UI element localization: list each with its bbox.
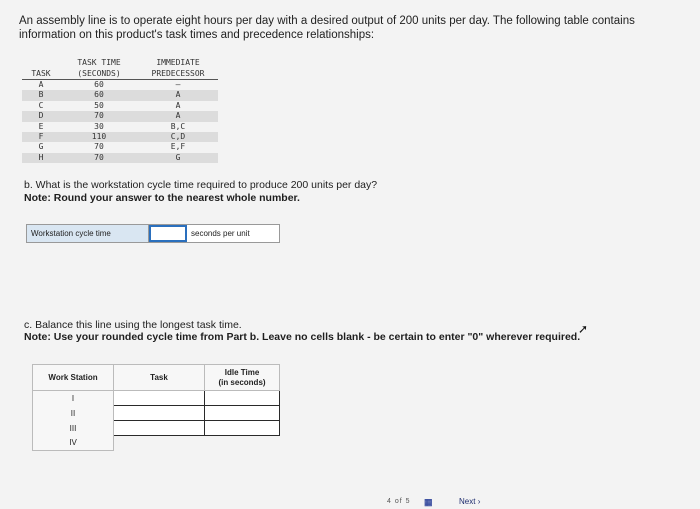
- table-row: [33, 436, 280, 451]
- time-cell: 60: [60, 90, 138, 100]
- cycle-time-input[interactable]: [149, 225, 187, 242]
- table-row: [22, 132, 218, 142]
- header-work-station: Work Station: [33, 365, 114, 391]
- table-row: [33, 406, 280, 421]
- task-cell: F: [22, 132, 60, 142]
- part-c-text: c. Balance this line using the longest task time.: [24, 319, 242, 331]
- task-cell: E: [38, 121, 44, 131]
- table-row: [33, 421, 280, 436]
- task-input-cell[interactable]: [114, 391, 205, 406]
- chevron-right-icon: ›: [477, 497, 481, 506]
- cycle-time-row: [26, 224, 280, 243]
- grid-icon[interactable]: ▦: [424, 497, 433, 507]
- time-cell: 70: [60, 153, 138, 163]
- table-row: [22, 90, 218, 100]
- pred-cell: A: [138, 90, 218, 100]
- station-label: IV: [33, 436, 114, 451]
- pred-cell: E,F: [170, 142, 186, 152]
- table-row: [22, 142, 218, 152]
- header-predecessor: IMMEDIATE PREDECESSOR: [138, 57, 218, 80]
- time-cell: 60: [94, 80, 104, 89]
- time-cell: 70: [60, 111, 138, 121]
- part-b-question: [24, 179, 377, 205]
- task-precedence-table: [22, 57, 218, 163]
- table-row: [22, 111, 218, 121]
- time-cell: 30: [94, 121, 104, 131]
- footer-bar: [0, 487, 700, 509]
- header-idle-time: Idle Time (in seconds): [205, 365, 280, 391]
- page-indicator: 4 of 5: [387, 498, 411, 505]
- table-row: [22, 101, 218, 111]
- task-input-cell[interactable]: [114, 406, 205, 421]
- idle-input-cell[interactable]: [205, 406, 280, 421]
- task-cell: H: [22, 153, 60, 163]
- time-cell: 110: [60, 132, 138, 142]
- pred-cell: A: [175, 100, 181, 110]
- table-row: [33, 391, 280, 406]
- pred-cell: G: [138, 153, 218, 163]
- header-task: TASK: [22, 57, 60, 80]
- cycle-time-unit: seconds per unit: [191, 229, 250, 238]
- task-cell: C: [38, 100, 44, 110]
- next-button[interactable]: [459, 497, 480, 506]
- part-c-note: Note: Use your rounded cycle time from Part b. Leave no cells blank - be certain to enter "0" wherever required.: [24, 331, 581, 343]
- time-cell: 70: [94, 142, 104, 152]
- station-label: II: [33, 406, 114, 421]
- empty-cell: [114, 436, 205, 451]
- task-cell: B: [22, 90, 60, 100]
- pred-cell: A: [138, 111, 218, 121]
- time-cell: 50: [94, 100, 104, 110]
- task-cell: A: [38, 80, 44, 89]
- station-label: III: [33, 421, 114, 436]
- table-row: [22, 153, 218, 163]
- part-b-text: b. What is the workstation cycle time required to produce 200 units per day?: [24, 179, 378, 191]
- task-cell: G: [38, 142, 44, 152]
- problem-intro: An assembly line is to operate eight hours per day with a desired output of 200 units per day. The following table contains information on this product's task times and precedence relationships:: [19, 15, 635, 41]
- task-cell: D: [22, 111, 60, 121]
- idle-input-cell[interactable]: [205, 391, 280, 406]
- idle-input-cell[interactable]: [205, 421, 280, 436]
- empty-cell: [205, 436, 280, 451]
- part-c-question: [24, 319, 580, 343]
- table-row: [22, 80, 218, 91]
- next-label: Next: [459, 497, 476, 506]
- pred-cell: –: [175, 80, 181, 89]
- task-input-cell[interactable]: [114, 421, 205, 436]
- header-task-time: TASK TIME (SECONDS): [60, 57, 138, 80]
- pred-cell: C,D: [138, 132, 218, 142]
- part-b-note: Note: Round your answer to the nearest whole number.: [24, 192, 300, 204]
- pred-cell: B,C: [170, 121, 186, 131]
- mouse-cursor-icon: ➚: [578, 322, 589, 336]
- cycle-time-label: Workstation cycle time: [27, 225, 149, 242]
- header-task: Task: [114, 365, 205, 391]
- table-row: [22, 122, 218, 132]
- line-balance-table: [32, 364, 280, 451]
- station-label: I: [33, 391, 114, 406]
